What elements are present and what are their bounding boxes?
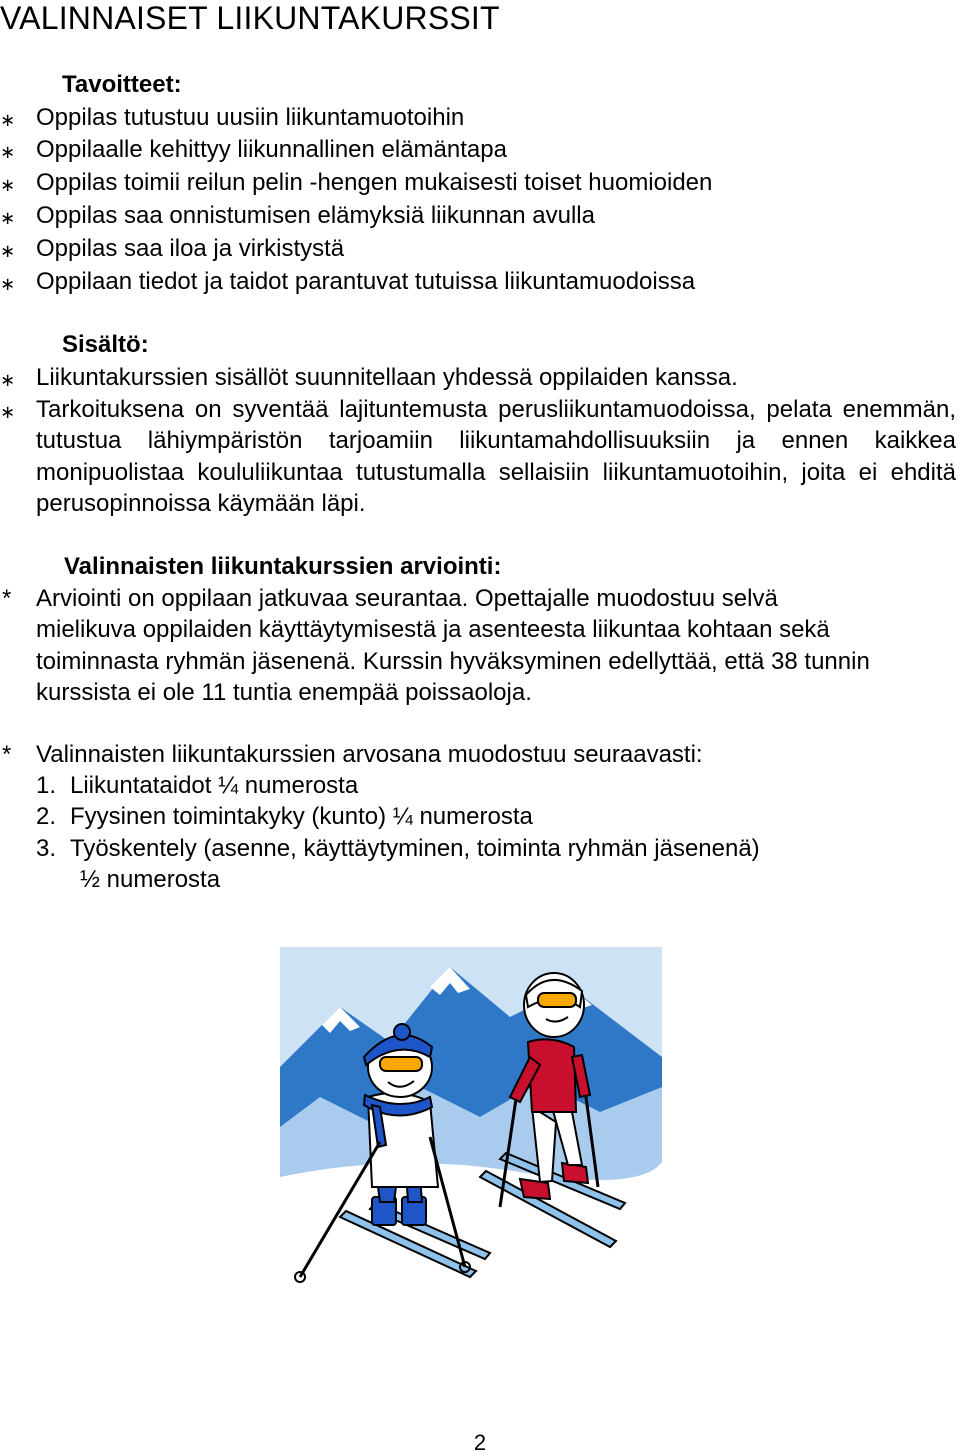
arviointi-paragraph [0, 583, 960, 713]
skiers-illustration [280, 947, 664, 1297]
list-item [36, 833, 760, 864]
bullet-asterisk: ∗ [0, 142, 16, 162]
tavoitteet-item-text: Oppilas saa iloa ja virkistystä [36, 235, 345, 262]
bullet-asterisk: ∗ [0, 370, 16, 390]
document-title: VALINNAISET LIIKUNTAKURSSIT [0, 0, 500, 36]
sisalto-item-text: Liikuntakurssien sisällöt suunnitellaan yhdessä oppilaiden kanssa. [36, 364, 738, 391]
list-item [36, 801, 760, 832]
list-index: 3. [36, 834, 57, 862]
tavoitteet-heading: Tavoitteet: [62, 71, 182, 98]
page-number: 2 [473, 1430, 487, 1455]
bullet-asterisk: ∗ [0, 241, 16, 261]
tavoitteet-item-text: Oppilaalle kehittyy liikunnallinen elämäntapa [36, 136, 507, 163]
bullet-asterisk: ∗ [0, 402, 16, 422]
bullet-asterisk: ∗ [0, 175, 16, 195]
tavoitteet-item-text: Oppilas saa onnistumisen elämyksiä liikunnan avulla [36, 202, 595, 229]
sisalto-item-text: Tarkoituksena on syventää lajituntemusta perusliikuntamuodoissa, pelata enemmän, tutustua lähiympäristön tarjoamiin liikuntamahdollisuuksiin ja ennen kaikkea monipuolistaa koululiikuntaa tutustumalla sellaisiin liikuntamuotoihin, joita ei ehditä perusopinnoissa käymään läpi. [36, 396, 956, 517]
list-item [36, 770, 760, 801]
tavoitteet-item-text: Oppilas toimii reilun pelin -hengen mukaisesti toiset huomioiden [36, 169, 713, 196]
list-item-text: Liikuntataidot ¼ numerosta [70, 772, 359, 799]
bullet-asterisk: ∗ [0, 110, 16, 130]
list-index: 2. [36, 803, 57, 831]
bullet-asterisk: * [2, 585, 12, 612]
list-item-text: Fyysinen toimintakyky (kunto) ¼ numerosta [70, 803, 533, 831]
arviointi-paragraph-text: Arviointi on oppilaan jatkuvaa seurantaa. Opettajalle muodostuu selvä mielikuva oppilaiden käyttäytymisestä ja asenteesta liikuntaa kohtaan sekä toiminnasta ryhmän jäsenenä. Kurssin hyväksyminen edellyttää, että 38 tunnin kurssista ei ole 11 tuntia enempää poissaoloja. [36, 585, 870, 706]
list-item-text: Työskentely (asenne, käyttäytyminen, toiminta ryhmän jäsenenä) [70, 834, 760, 862]
tavoitteet-item-text: Oppilas tutustuu uusiin liikuntamuotoihin [36, 104, 465, 131]
bullet-asterisk: * [2, 741, 12, 768]
sisalto-heading: Sisältö: [62, 331, 149, 358]
bullet-asterisk: ∗ [0, 208, 16, 228]
tavoitteet-item-text: Oppilaan tiedot ja taidot parantuvat tutuissa liikuntamuodoissa [36, 268, 696, 295]
list-item-continuation: ½ numerosta [80, 865, 221, 893]
bullet-asterisk: ∗ [0, 274, 16, 294]
sisalto-item [0, 394, 960, 522]
grade-intro-text: Valinnaisten liikuntakurssien arvosana muodostuu seuraavasti: [36, 741, 703, 768]
arviointi-heading: Valinnaisten liikuntakurssien arviointi: [64, 553, 502, 580]
grade-list [36, 770, 760, 895]
list-index: 1. [36, 772, 57, 799]
